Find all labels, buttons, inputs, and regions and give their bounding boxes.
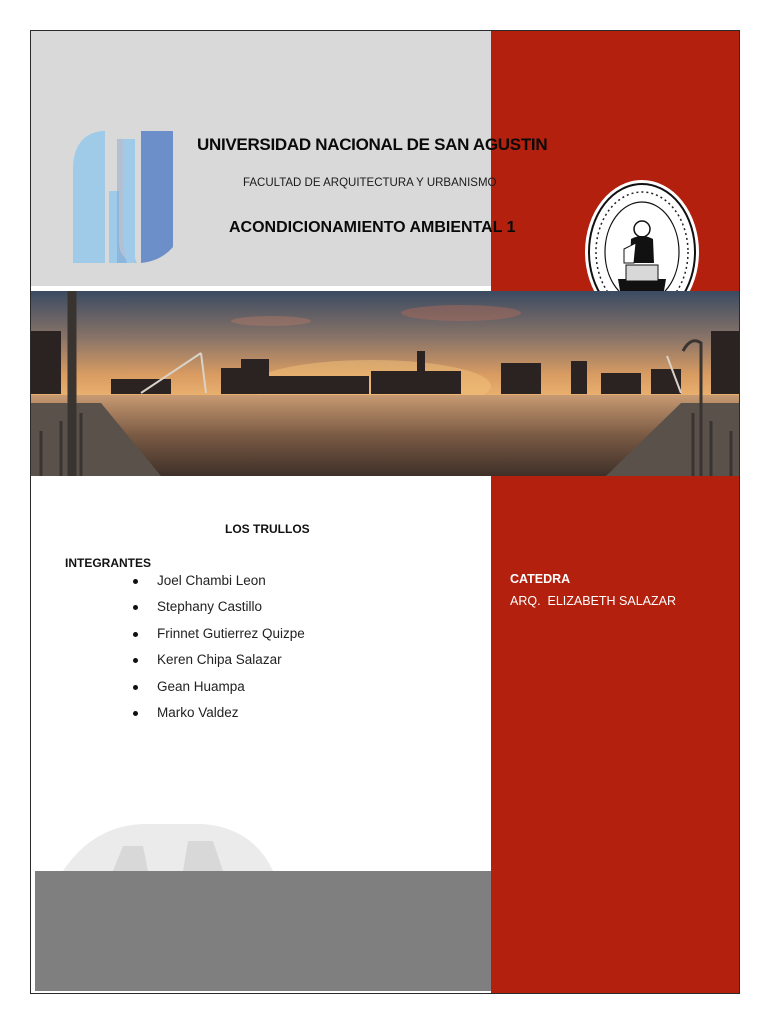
red-side-panel: [491, 31, 739, 993]
members-list: [131, 571, 305, 729]
list-item: Frinnet Gutierrez Quizpe: [131, 624, 305, 650]
cover-page: [30, 30, 740, 994]
faculty-name: FACULTAD DE ARQUITECTURA Y URBANISMO: [243, 177, 497, 189]
catedra-label: CATEDRA: [510, 572, 571, 586]
course-title: ACONDICIONAMIENTO AMBIENTAL 1: [229, 219, 516, 236]
list-item: Gean Huampa: [131, 677, 305, 703]
members-heading: INTEGRANTES: [65, 556, 152, 570]
list-item: Marko Valdez: [131, 703, 305, 729]
list-item: Stephany Castillo: [131, 597, 305, 623]
university-logo-icon: [71, 129, 175, 263]
list-item: Keren Chipa Salazar: [131, 650, 305, 676]
grey-footer-panel: [35, 871, 491, 991]
faded-watermark-image: [53, 816, 278, 871]
list-item: Joel Chambi Leon: [131, 571, 305, 597]
group-name: LOS TRULLOS: [225, 522, 310, 536]
catedra-teacher: ARQ. ELIZABETH SALAZAR: [510, 594, 677, 608]
university-name: UNIVERSIDAD NACIONAL DE SAN AGUSTIN: [197, 135, 548, 154]
waterfront-panorama-image: [31, 291, 739, 476]
